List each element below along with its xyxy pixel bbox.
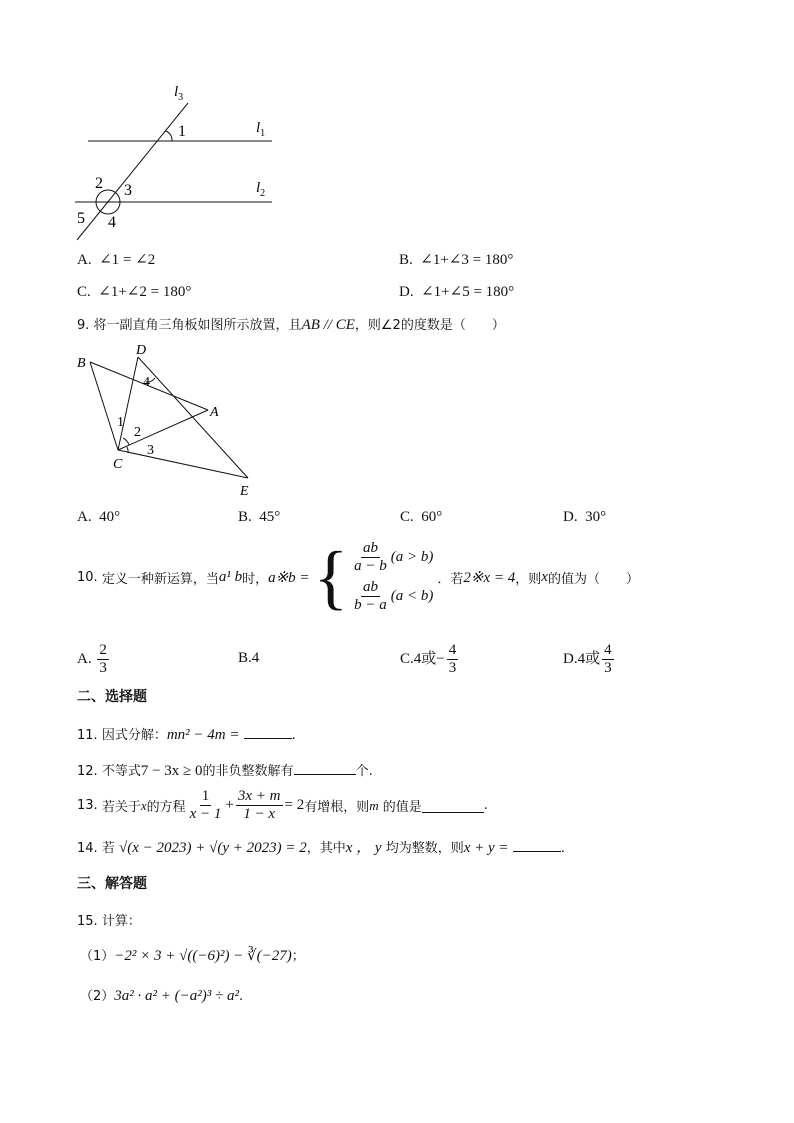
angle-1-arc [166, 131, 172, 141]
q14: 14. 若 √(x − 2023) + √(y + 2023) = 2，其中x ， y 均为整数，则x + y = . [77, 840, 565, 856]
q10-option-d: D.4或 $\frac{4}{3}$ [563, 642, 612, 676]
label-angle-2: 2 [134, 425, 141, 440]
q10-piecewise: { $\frac{ab}{a - b}$ (a > b) $\frac{ab}{b - a}$ (a < b) [313, 537, 434, 617]
label-angle-4: 4 [108, 214, 116, 231]
q8-option-c: C. ∠1+∠2 = 180° [77, 284, 192, 300]
label-l2: $l_2$ [256, 180, 266, 199]
label-angle-1: 1 [178, 123, 186, 140]
q15-part-1: （1）−2² × 3 + √((−6)²) − ∛(−27)； [80, 948, 305, 964]
q12: 12. 不等式7 − 3x ≥ 0的非负整数解有 个. [77, 763, 373, 779]
label-l1: $l_1$ [256, 120, 266, 139]
q14-answer-blank[interactable] [513, 838, 561, 852]
label-l3-sub: 3 [178, 92, 184, 103]
q12-answer-blank[interactable] [294, 761, 356, 775]
label-angle-3: 3 [147, 443, 154, 458]
label-angle-1: 1 [117, 415, 124, 430]
q9-stem: 9. 将一副直角三角板如图所示放置，且AB // CE，则∠2的度数是（ ） [77, 317, 505, 333]
label-e: E [240, 484, 249, 499]
q15-stem: 15. 计算： [77, 914, 141, 929]
brace: { [313, 537, 349, 617]
label-angle-3: 3 [124, 182, 132, 199]
q13: 13. 若关于 x 的方程 $\frac{1}{x - 1}$ + $\frac{3x + m}{1 - x}$ = 2 有增根，则 m 的值是 . [77, 788, 488, 822]
q9-option-c: C. 60° [400, 509, 443, 525]
figure-triangles [0, 330, 300, 500]
q9-option-d: D. 30° [563, 509, 607, 525]
q10-option-b: B.4 [238, 650, 260, 666]
label-angle-4: 4 [143, 375, 150, 390]
figure-parallel-lines [0, 0, 300, 250]
label-l3: $l_3$ [174, 84, 184, 103]
label-d: D [136, 343, 147, 358]
q15-part-2: （2）3a² · a² + (−a²)³ ÷ a². [80, 988, 244, 1004]
label-a: A [210, 405, 219, 420]
q11-answer-blank[interactable] [244, 725, 292, 739]
q9-option-b: B. 45° [238, 509, 281, 525]
q10-option-c: C.4或− $\frac{4}{3}$ [400, 642, 457, 676]
label-b: B [77, 356, 86, 371]
q10-stem: 10. 定义一种新运算，当 a¹ b 时， a※b = { $\frac{ab}{a - b}$ (a > b) $\frac{ab}{b - a}$ (a < b) ．若 2※x = 4 ，则 x 的值为（ ） [77, 537, 639, 617]
label-l1-sub: 1 [260, 128, 266, 139]
section-2-heading: 二、选择题 [77, 689, 147, 705]
section-3-heading: 三、解答题 [77, 876, 147, 892]
label-angle-2: 2 [95, 175, 103, 192]
q13-answer-blank[interactable] [422, 799, 484, 813]
label-l2-sub: 2 [260, 188, 266, 199]
label-angle-5: 5 [77, 210, 85, 227]
q9-option-a: A. 40° [77, 509, 121, 525]
q8-option-b: B. ∠1+∠3 = 180° [399, 252, 514, 268]
q10-option-a: A. $\frac{2}{3}$ [77, 642, 107, 676]
label-c: C [113, 457, 123, 472]
q8-option-a: A. ∠1 = ∠2 [77, 252, 156, 268]
q8-option-d: D. ∠1+∠5 = 180° [399, 284, 515, 300]
line-l3 [77, 103, 188, 240]
q11: 11. 因式分解：mn² − 4m = . [77, 727, 296, 743]
